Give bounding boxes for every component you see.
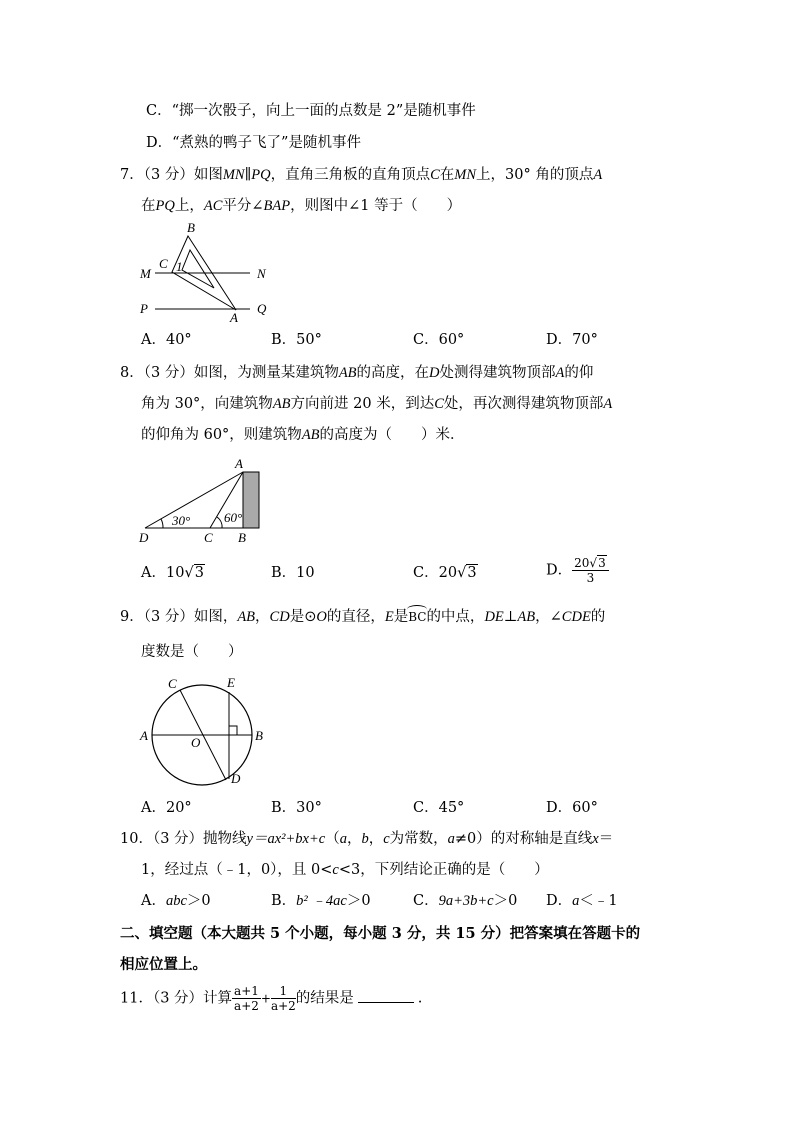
q10-option-d: D．a＜﹣1 — [546, 893, 618, 909]
label-c: C — [168, 676, 177, 691]
label-o: O — [191, 735, 201, 750]
q9-stem-line1: 9．（3 分）如图，AB，CD是⊙O的直径，E是BC的中点，DE⊥AB，∠CDE的 — [120, 609, 606, 625]
q6-option-d: D．“煮熟的鸭子飞了”是随机事件 — [146, 135, 361, 151]
q9-option-b: B．30° — [271, 800, 322, 816]
q9-option-d: D．60° — [546, 800, 598, 816]
label-p: P — [140, 301, 148, 316]
q9-stem-line2: 度数是（ ） — [141, 644, 243, 660]
q7-stem-line1: 7．（3 分）如图MN∥PQ，直角三角板的直角顶点C在MN上，30° 角的顶点A — [120, 167, 603, 183]
label-b: B — [255, 728, 263, 743]
label-a: A — [235, 456, 243, 471]
label-a: A — [230, 310, 238, 325]
q7-option-a: A．40° — [141, 332, 192, 348]
label-1: 1 — [176, 259, 183, 274]
label-60deg: 60° — [224, 510, 243, 525]
q10-stem-line1: 10．（3 分）抛物线y＝ax²+bx+c（a，b，c为常数，a≠0）的对称轴是直线x＝ — [120, 831, 614, 847]
q8-option-d: D． $\frac{20√3}{3}$ — [546, 557, 609, 584]
q6-option-c: C．“掷一次骰子，向上一面的点数是 2”是随机事件 — [146, 103, 476, 119]
q10-option-b: B．b² ﹣4ac＞0 — [271, 893, 371, 909]
section2-heading-line2: 相应位置上。 — [120, 956, 207, 973]
q8-option-c: C．20√3 — [413, 565, 477, 581]
arc-bc: BC — [408, 610, 427, 624]
q8-option-a: A．10√3 — [141, 565, 204, 581]
label-q: Q — [257, 301, 267, 316]
label-b: B — [238, 530, 246, 545]
label-d: D — [231, 771, 241, 786]
q8-option-b: B．10 — [271, 565, 315, 581]
q11-stem: 11．（3 分）计算 $\frac{a+1}{a+2}$ + $\frac{1}{a+2}$ 的结果是 . — [120, 984, 423, 1013]
fraction-1: $\frac{a+1}{a+2}$ — [234, 984, 259, 1013]
section2-heading-line1: 二、填空题（本大题共 5 个小题，每小题 3 分，共 15 分）把答案填在答题卡的 — [120, 925, 641, 942]
q9-option-a: A．20° — [141, 800, 192, 816]
answer-blank[interactable] — [358, 1002, 414, 1003]
q10-option-a: A．abc＞0 — [141, 893, 211, 909]
q7-option-d: D．70° — [546, 332, 598, 348]
q9-option-c: C．45° — [413, 800, 465, 816]
fraction-2: $\frac{1}{a+2}$ — [270, 984, 296, 1013]
q8-stem-line3: 的仰角为 60°，则建筑物AB的高度为（ ）米． — [141, 427, 465, 443]
label-a: A — [140, 728, 148, 743]
q10-option-c: C．9a+3b+c＞0 — [413, 893, 518, 909]
label-b: B — [187, 220, 195, 235]
q7-option-b: B．50° — [271, 332, 322, 348]
q8-stem-line1: 8．（3 分）如图，为测量某建筑物AB的高度，在D处测得建筑物顶部A的仰 — [120, 365, 594, 381]
label-c: C — [204, 530, 213, 545]
label-d: D — [139, 530, 149, 545]
label-n: N — [257, 266, 266, 281]
label-m: M — [140, 266, 151, 281]
label-e: E — [227, 675, 235, 690]
q7-stem-line2: 在PQ上，AC平分∠BAP，则图中∠1 等于（ ） — [141, 198, 462, 214]
q10-stem-line2: 1，经过点（﹣1，0），且 0<c<3，下列结论正确的是（ ） — [141, 862, 549, 878]
label-30deg: 30° — [172, 513, 191, 528]
label-c: C — [159, 256, 168, 271]
q8-stem-line2: 角为 30°，向建筑物AB方向前进 20 米，到达C处，再次测得建筑物顶部A — [141, 396, 613, 412]
right-angle-mark — [229, 726, 237, 735]
q7-option-c: C．60° — [413, 332, 465, 348]
